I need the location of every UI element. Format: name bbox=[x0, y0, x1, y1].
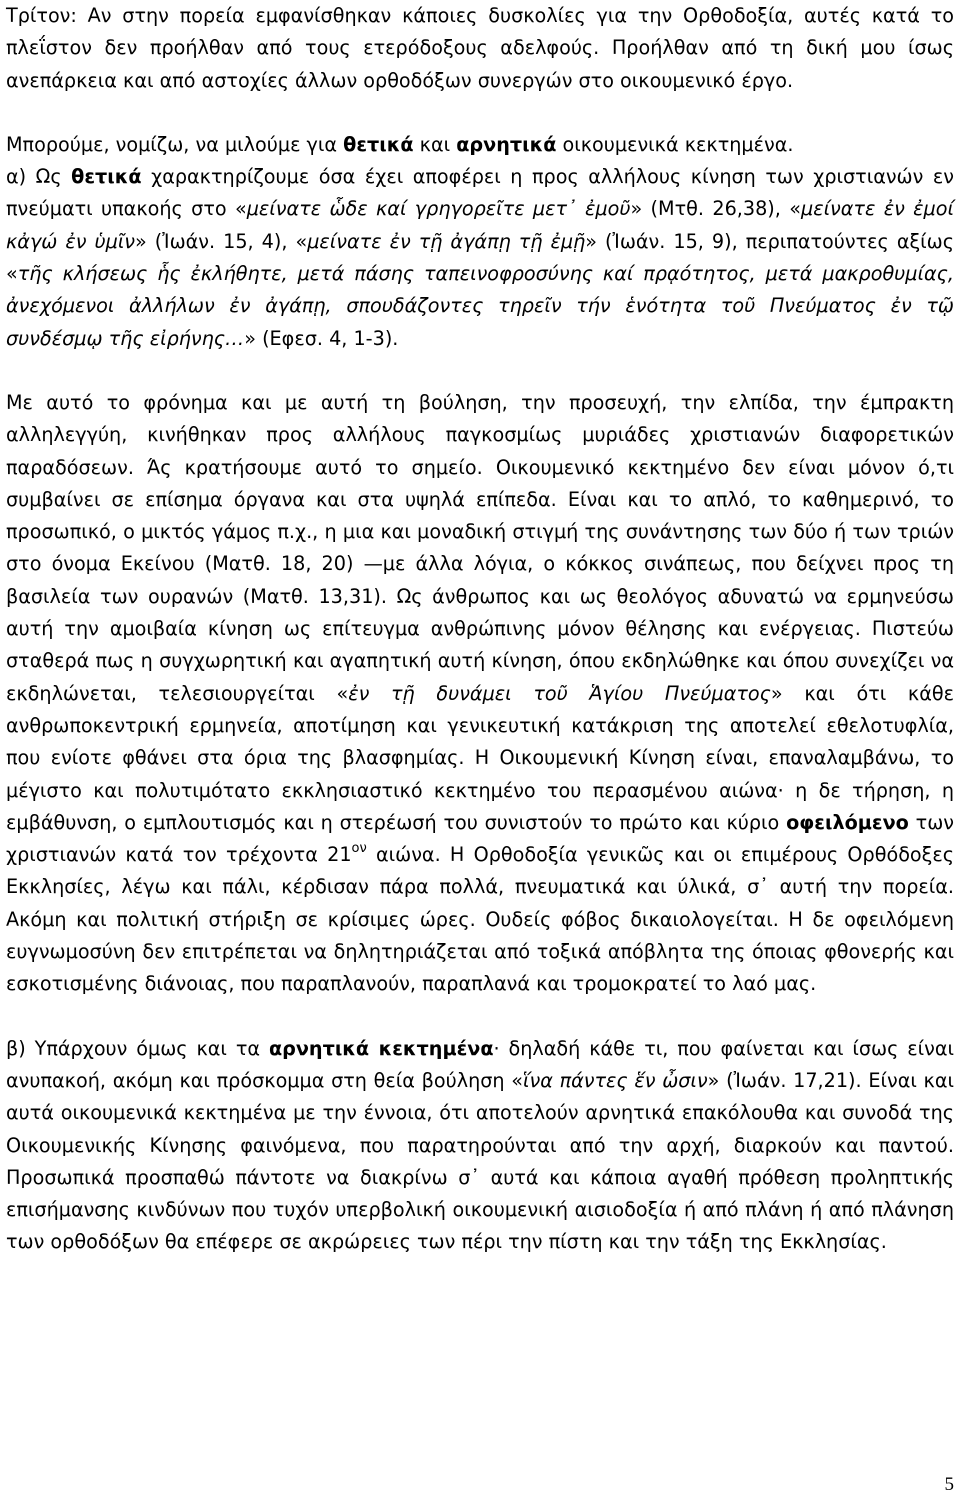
text-run: Με αυτό το φρόνημα και με αυτή τη βούληση, την προσευχή, την ελπίδα, την έμπρακτη αλληλεγγύη, κινήθηκαν προς αλλήλους παγκοσμίως μυριάδες χριστιανών διαφορετικών παραδόσεων. Άς κρατήσουμε αυτό το σημείο. Οικουμενικό κεκτημένο δεν είναι μόνον ό,τι συμβαίνει σε επίσημα όργανα και στα υψηλά επίπεδα. Είναι και το απλό, το καθημερινό, το προσωπικό, ο μικτός γάμος π.χ., η μια και μοναδική στιγμή της συνάντησης των δύο ή των τριών στο όνομα Εκείνου (Ματθ. 18, 20) bbox=[6, 390, 954, 576]
ordinal-superscript: ον bbox=[351, 841, 367, 857]
text-run: χαρακτηρίζουμε όσα έχει αποφέρει η προς αλλήλους κίνηση των χριστιανών εν πνεύματι υπακοής στο « bbox=[6, 165, 954, 221]
text-run: » (Εφεσ. 4, 1-3). bbox=[244, 326, 399, 350]
scripture-quote: μείνατε ὧδε καί γρηγορεῖτε μετ᾽ ἐμοῦ bbox=[246, 197, 631, 221]
paragraph-positive-achievements bbox=[6, 161, 954, 355]
scripture-quote: μείνατε ἐν ἐμοί κἀγώ ἐν ὑμῖν bbox=[6, 197, 954, 253]
text-run: και bbox=[413, 132, 457, 156]
scripture-quote: ἵνα πάντες ἕν ὦσιν bbox=[523, 1068, 708, 1092]
text-run: Μπορούμε, νομίζω, να μιλούμε για bbox=[6, 132, 344, 156]
page-number: 5 bbox=[944, 1474, 954, 1495]
text-run: αιώνα. Η Ορθοδοξία γενικῶς και οι επιμέρους Ορθόδοξες Εκκλησίες, λέγω και πάλι, κέρδισαν πάρα πολλά, πνευματικά και ύλικά, σ᾽ αυτή την πορεία. Ακόμη και πολιτική στήριξη σε κρίσιμες ώρες. Ουδείς φόβος δικαιολογείται. Η δε οφειλόμενη ευγνωμοσύνη δεν επιτρέπεται να δηλητηριάζεται από τοξικά απόβλητα της όποιας φθονερής και εσκοτισμένης διάνοιας, που παραπλανούν, παραπλανά και τρομοκρατεί το λαό μας. bbox=[6, 843, 955, 996]
bold-term-owed: οφειλόμενο bbox=[786, 810, 909, 834]
bold-term-positive: θετικά bbox=[343, 132, 414, 156]
paragraph-third-point-text: Τρίτον: Αν στην πορεία εμφανίσθηκαν κάποιες δυσκολίες για την Ορθοδοξία, αυτές κατά το πλεΐστον δεν προήλθαν από τους ετερόδοξους αδελφούς. Προήλθαν από τη δική μου ίσως ανεπάρκεια και από αστοχίες άλλων ορθοδόξων συνεργών στο οικουμενικό έργο. bbox=[6, 4, 954, 92]
bold-term-negative: αρνητικά bbox=[456, 132, 557, 156]
document-page bbox=[6, 0, 954, 1259]
bold-term-positive: θετικά bbox=[71, 165, 142, 189]
text-run: οικουμενικά κεκτημένα. bbox=[556, 132, 794, 156]
text-run: » (Ἰωάν. 15, 9), περιπατούντες αξίως « bbox=[6, 229, 954, 286]
text-run: με άλλα λόγια, ο κόκκος σινάπεως, που δείχνει προς τη βασιλεία των ουρανών (Ματθ. 13,31). Ως άνθρωπος και ως θεολόγος αδυνατώ να ερμηνεύσω αυτή την αμοιβαία κίνηση ως επίτευγμα ανθρώπινης μόνον θέλησης και ενέργειας. Πιστεύω σταθερά πως η συγχωρητική και αγαπητική αυτή κίνηση, όπου εκδηλώθηκε και όπου συνεχίζει να εκδηλώνεται, τελεσιουργείται « bbox=[6, 552, 954, 705]
text-run: » (Ἰωάν. 15, 4), « bbox=[135, 229, 308, 253]
text-run: » (Μτθ. 26,38), « bbox=[630, 197, 801, 221]
text-run: α) Ως bbox=[6, 165, 72, 189]
paragraph-ecumenical-movement bbox=[6, 387, 954, 1001]
text-run: » (Ἰωάν. 17,21). Είναι και αυτά οικουμενικά κεκτημένα με την έννοια, ότι αποτελούν αρνητικά επακόλουθα και συνοδά της Οικουμενικής Κίνησης φαινόμενα, που παρατηρούνται από την αρχή, διαρκούν και παντού. Προσωπικά προσπαθώ πάντοτε να διακρίνω σ᾽ αυτά και κάποια αγαθή πρόθεση προληπτικής επισήμανσης κινδύνων που τυχόν υπερβολική οικουμενική αισιοδοξία ή από πλάνη ή από πλάνηση των ορθοδόξων θα επέφερε σε ακρώρειες των πέρι την πίστη και την τάξη της Εκκλησίας. bbox=[6, 1068, 954, 1254]
em-dash: — bbox=[363, 552, 383, 576]
text-run: β) Υπάρχουν όμως και τα bbox=[6, 1036, 269, 1060]
paragraph-third-point bbox=[6, 0, 954, 97]
text-run: · δηλαδή κάθε τι, που φαίνεται και ίσως είναι ανυπακοή, ακόμη και πρόσκομμα στη θεία βούληση « bbox=[6, 1036, 954, 1092]
text-run: » και ότι κάθε ανθρωποκεντρική ερμηνεία, αποτίμηση και γενικευτική κατάκριση της αποτελεί εθελοτυφλία, που ενίοτε φθάνει στα όρια της βλασφημίας. Η Οικουμενική Κίνηση είναι, επαναλαμβάνω, το μέγιστο και πολυτιμότατο εκκλησιαστικό κεκτημένο του περασμένου αιώνα· η δε τήρηση, η εμβάθυνση, ο εμπλουτισμός και η στερέωσή του συνιστούν το πρώτο και κύριο bbox=[6, 681, 954, 834]
bold-term-negative-achievements: αρνητικά κεκτημένα bbox=[268, 1036, 494, 1060]
scripture-quote: μείνατε ἐν τῇ ἀγάπῃ τῇ ἐμῇ bbox=[307, 229, 586, 253]
scripture-quote: ἐν τῇ δυνάμει τοῦ Ἁγίου Πνεύματος bbox=[348, 681, 771, 705]
scripture-quote: τῆς κλήσεως ἧς ἐκλήθητε, μετά πάσης ταπεινοφροσύνης καί πρᾳότητος, μετά μακροθυμίας, ἀνεχόμενοι ἀλλήλων ἐν ἀγάπῃ, σπουδάζοντες τηρεῖν τήν ἑνότητα τοῦ Πνεύματος ἐν τῷ συνδέσμῳ τῆς εἰρήνης… bbox=[6, 262, 954, 350]
paragraph-negative-achievements bbox=[6, 1033, 954, 1259]
paragraph-achievements-intro bbox=[6, 129, 954, 161]
text-run: των χριστιανών κατά τον τρέχοντα 21 bbox=[6, 810, 954, 867]
